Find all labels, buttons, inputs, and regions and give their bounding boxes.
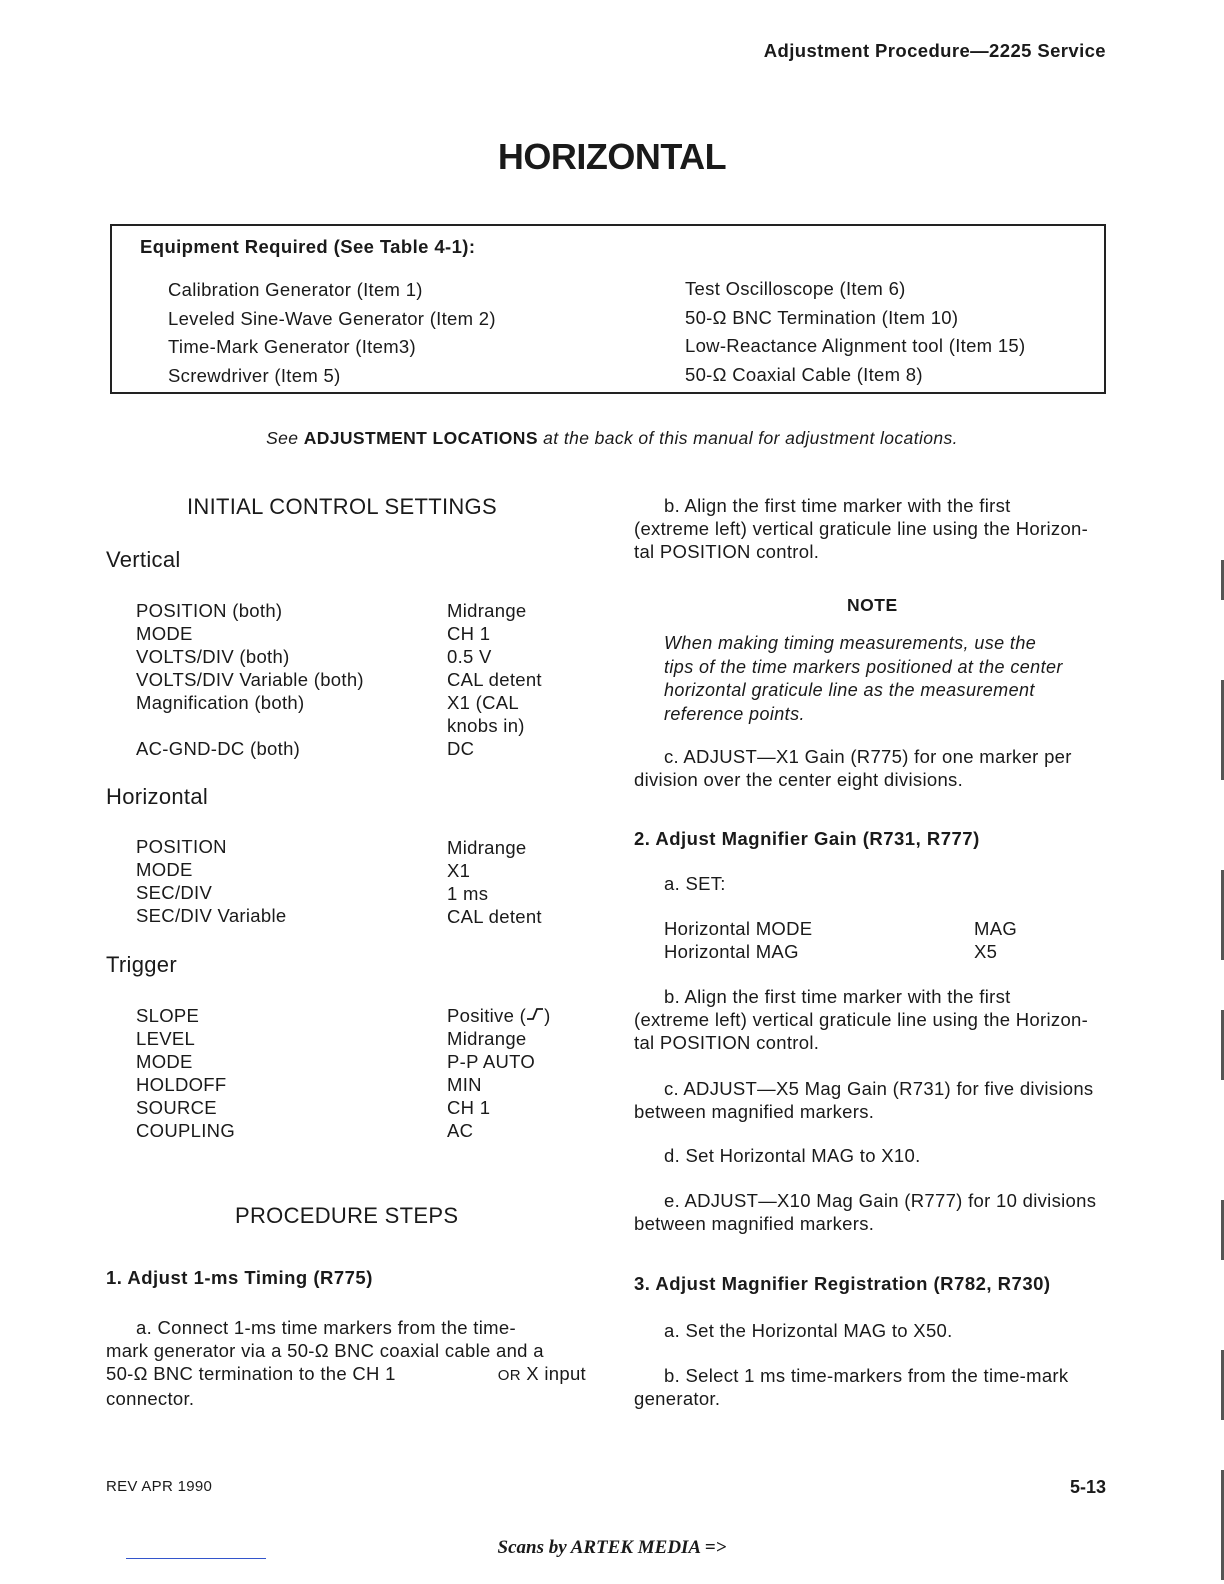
note-title: NOTE — [847, 595, 898, 615]
page-title: HORIZONTAL — [497, 136, 727, 177]
initial-settings-heading: INITIAL CONTROL SETTINGS — [187, 494, 497, 519]
note-body: When making timing measurements, use the tips of the time markers positioned at the center horizontal graticule line as the measurement reference points. — [664, 633, 1063, 724]
horizontal-values: Midrange X1 1 ms CAL detent — [447, 837, 542, 927]
step3-title: 3. Adjust Magnifier Registration (R782, R730) — [634, 1273, 1051, 1294]
equipment-left-list — [168, 276, 496, 390]
step2-setting-labels: Horizontal MODE Horizontal MAG — [664, 918, 813, 962]
step3-b-paragraph: b. Select 1 ms time-markers from the time-mark generator. — [634, 1365, 1069, 1409]
adjustment-locations-note: See ADJUSTMENT LOCATIONS at the back of this manual for adjustment locations. — [266, 428, 958, 448]
equipment-item: Leveled Sine-Wave Generator (Item 2) — [168, 307, 496, 329]
positive-slope-icon — [526, 1006, 544, 1022]
step2-title: 2. Adjust Magnifier Gain (R731, R777) — [634, 828, 980, 849]
step2-e-paragraph: e. ADJUST—X10 Mag Gain (R777) for 10 divisions between magnified markers. — [634, 1190, 1097, 1234]
equipment-item: Test Oscilloscope (Item 6) — [685, 278, 906, 299]
step1-b-paragraph: b. Align the first time marker with the first (extreme left) vertical graticule line using the Horizon- tal POSITION control. — [634, 495, 1089, 562]
trigger-heading: Trigger — [106, 952, 177, 977]
link-underline — [126, 1558, 266, 1559]
vertical-values: Midrange CH 1 0.5 V CAL detent X1 (CAL knobs in) DC — [447, 600, 542, 759]
page-number: 5-13 — [1069, 1477, 1106, 1497]
equipment-right-list — [685, 275, 1025, 389]
horizontal-heading: Horizontal — [106, 784, 209, 809]
step3-a-paragraph: a. Set the Horizontal MAG to X50. — [664, 1320, 953, 1341]
equipment-item: Screwdriver (Item 5) — [168, 364, 341, 386]
equipment-item: Low-Reactance Alignment tool (Item 15) — [685, 335, 1026, 356]
step1-title: 1. Adjust 1-ms Timing (R775) — [106, 1267, 373, 1288]
scan-credit: Scans by ARTEK MEDIA => — [497, 1537, 727, 1558]
step1-c-paragraph: c. ADJUST—X1 Gain (R775) for one marker per division over the center eight divisions. — [634, 746, 1072, 790]
step2-setting-values: MAG X5 — [974, 918, 1018, 962]
trigger-labels: SLOPE LEVEL MODE HOLDOFF SOURCE COUPLING — [136, 1005, 236, 1141]
horizontal-labels: POSITION MODE SEC/DIV SEC/DIV Variable — [136, 836, 287, 926]
step2-d-paragraph: d. Set Horizontal MAG to X10. — [664, 1145, 921, 1166]
running-header: Adjustment Procedure—2225 Service — [763, 40, 1106, 61]
revision-date: REV APR 1990 — [106, 1478, 213, 1495]
equipment-heading: Equipment Required (See Table 4-1): — [140, 236, 476, 257]
procedure-heading: PROCEDURE STEPS — [235, 1203, 459, 1228]
step1-a-paragraph: a. Connect 1-ms time markers from the time- mark generator via a 50-Ω BNC coaxial cable and a 50-Ω BNC termination to the CH 1 OR X input connector. — [106, 1317, 586, 1409]
step2-a-paragraph: a. SET: — [664, 873, 726, 894]
equipment-item: Calibration Generator (Item 1) — [168, 279, 423, 300]
equipment-item: 50-Ω BNC Termination (Item 10) — [685, 306, 959, 328]
vertical-labels: POSITION (both) MODE VOLTS/DIV (both) VOLTS/DIV Variable (both) Magnification (both) AC-GND-DC (both) — [136, 600, 364, 759]
vertical-heading: Vertical — [106, 547, 181, 572]
equipment-item: 50-Ω Coaxial Cable (Item 8) — [685, 363, 923, 385]
equipment-item: Time-Mark Generator (Item3) — [168, 336, 416, 357]
step2-b-paragraph: b. Align the first time marker with the first (extreme left) vertical graticule line using the Horizon- tal POSITION control. — [634, 986, 1089, 1053]
step2-c-paragraph: c. ADJUST—X5 Mag Gain (R731) for five divisions between magnified markers. — [634, 1078, 1094, 1122]
trigger-values: Positive ( ) Midrange P-P AUTO MIN CH 1 AC — [447, 1005, 551, 1141]
